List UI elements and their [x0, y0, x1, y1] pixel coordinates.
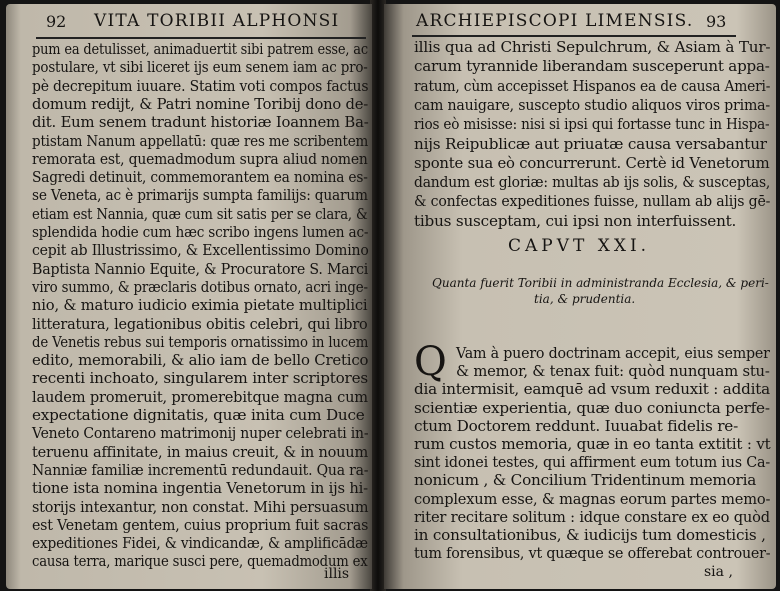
left-page — [6, 4, 372, 589]
text-line: rum custos memoria, quæ in eo tanta extitit : vt — [414, 435, 771, 453]
text-line: tibus susceptam, cui ipsi non interfuissent. — [414, 211, 737, 230]
text-line: cam nauigare, suscepto studio aliquos viros prima- — [414, 95, 770, 114]
text-line: remorata est, quemadmodum supra aliud nomen — [32, 149, 368, 168]
text-line: recenti inchoato, singularem inter scriptores — [32, 369, 368, 388]
text-line: Nanniæ familiæ incrementū redundauit. Qua ra- — [32, 460, 369, 479]
right-catchword: sia , — [704, 564, 733, 580]
chapter-subtitle-line-2: tia, & prudentia. — [534, 292, 636, 306]
right-header-rule — [412, 35, 736, 37]
text-line: sint idonei testes, qui affirment eum totum ius Ca- — [414, 453, 770, 472]
text-line: scientiæ experientia, quæ duo coniuncta perfe- — [414, 398, 770, 417]
drop-cap: Q — [414, 339, 447, 385]
text-line: nio, & maturo iudicio eximia pietate multiplici — [32, 296, 368, 315]
text-line: domum redijt, & Patri nomine Toribij dono de- — [32, 94, 369, 113]
text-line: pè decrepitum iuuare. Statim voti compos factus — [32, 76, 369, 95]
text-line: edito, memorabili, & alio iam de bello Cretico — [32, 351, 369, 370]
text-line: Vam à puero doctrinam accepit, eius semper — [456, 344, 770, 362]
left-running-head: VITA TORIBII ALPHONSI — [94, 11, 340, 31]
text-line: riter recitare solitum : idque constare ex eo quòd — [414, 507, 770, 526]
text-line: expectatione dignitatis, quæ inita cum Duce — [32, 406, 365, 424]
text-line: dit. Eum senem tradunt historiæ Ioannem Ba- — [32, 113, 369, 132]
right-page-number: 93 — [706, 12, 727, 31]
text-line: in consultationibus, & iudicijs tum domesticis , — [414, 526, 766, 544]
right-running-head: ARCHIEPISCOPI LIMENSIS. — [416, 11, 694, 31]
text-line: causa terra, marique susci pere, quemadmodum ex — [32, 552, 368, 571]
text-line: expeditiones Fidei, & vindicandæ, & amplificādæ — [32, 534, 368, 553]
text-line: viro summo, & præclaris dotibus ornato, acri inge- — [32, 277, 368, 296]
text-line: de Venetis rebus sui temporis ornatissimo in lucem — [32, 332, 369, 351]
text-line: rios eò misisse: nisi si ipsi qui fortasse tunc in Hispa- — [414, 115, 770, 134]
left-page-number: 92 — [46, 12, 67, 31]
text-line: ptistam Nanum appellatū: quæ res me scribentem — [32, 131, 369, 150]
text-line: sponte sua eò concurrerunt. Certè id Venetorum — [414, 153, 770, 172]
left-catchword: illis — [324, 566, 350, 582]
text-line: & memor, & tenax fuit: quòd nunquam stu- — [456, 362, 770, 381]
text-line: & confectas expeditiones fuisse, nullam ab alijs gē- — [414, 192, 771, 211]
text-line: laudem promeruit, promerebitque magna cum — [32, 387, 368, 406]
text-line: postulare, vt sibi liceret ijs eum senem iam ac pro- — [32, 58, 368, 77]
text-line: se Veneta, ac è primarijs sumpta familijs: quarum — [32, 186, 368, 205]
text-line: ratum, cùm accepisset Hispanos ea de causa Ameri- — [414, 76, 771, 95]
text-line: Veneto Contareno matrimonij nuper celebrati in- — [32, 424, 369, 443]
text-line: nonicum , & Concilium Tridentinum memoria — [414, 471, 757, 490]
text-line: etiam est Nannia, quæ cum sit satis per se clara, & — [32, 204, 368, 223]
text-line: est Venetam gentem, cuius proprium fuit sacras — [32, 515, 369, 534]
text-line: cepit ab Illustrissimo, & Excellentissimo Domino — [32, 241, 369, 260]
chapter-heading: CAPVT XXI. — [508, 236, 651, 256]
text-line: Sagredi detinuit, commemorantem ea nomina es- — [32, 168, 368, 187]
text-line: tione ista nomina ingentia Venetorum in ijs hi- — [32, 479, 368, 498]
text-line: dandum est gloriæ: multas ab ijs solis, & susceptas, — [414, 173, 771, 192]
left-header-rule — [36, 37, 366, 39]
text-line: illis qua ad Christi Sepulchrum, & Asiam à Tur- — [414, 38, 771, 56]
text-line: complexum esse, & magnas eorum partes memo- — [414, 489, 771, 508]
right-page — [384, 4, 776, 589]
chapter-subtitle-line-1: Quanta fuerit Toribii in administranda Ecclesia, & peri- — [432, 276, 769, 290]
text-line: splendida hodie cum hæc scribo ingens lumen ac- — [32, 223, 369, 241]
text-line: tum forensibus, vt quæque se offerebat controuer- — [414, 544, 771, 563]
text-line: ctum Doctorem reddunt. Iuuabat fidelis re- — [414, 416, 739, 435]
text-line: nijs Reipublicæ aut priuatæ causa versabantur — [414, 134, 767, 153]
text-line: dia intermisit, eamquē ad vsum reduxit : addita — [414, 380, 770, 399]
text-line: carum tyrannide liberandam susceperunt appa- — [414, 57, 770, 76]
text-line: storijs intexantur, non constat. Mihi persuasum — [32, 497, 369, 516]
text-line: pum ea detulisset, animaduertit sibi patrem esse, ac — [32, 40, 368, 58]
text-line: litteratura, legationibus obitis celebri, qui libro — [32, 314, 368, 333]
text-line: Baptista Nannio Equite, & Procuratore S. Marci — [32, 259, 369, 278]
text-line: teruenu affinitate, in maius creuit, & in nouum — [32, 442, 369, 461]
